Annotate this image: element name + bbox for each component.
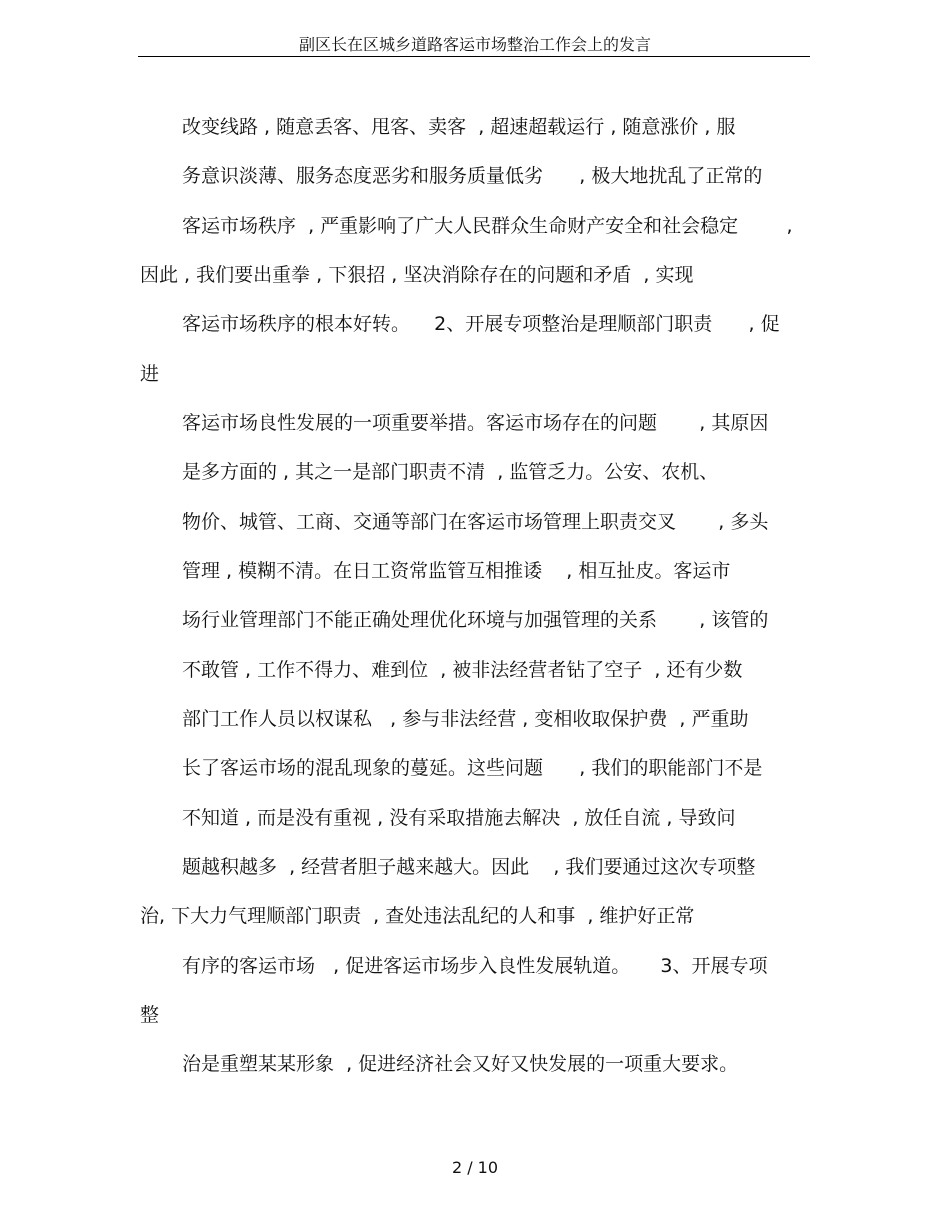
text-line: 物价、城管、工商、交通等部门在客运市场管理上职责交叉 , 多头 (182, 511, 769, 533)
text-line: 长了客运市场的混乱现象的蔓延。这些问题 , 我们的职能部门不是 (182, 757, 763, 779)
text-line: 治是重塑某某形象 , 促进经济社会又好又快发展的一项重大要求。 (182, 1053, 739, 1075)
text-line: 有序的客运市场 , 促进客运市场步入良性发展轨道。 3、开展专项 (182, 955, 768, 977)
text-line: 不敢管 , 工作不得力、难到位 , 被非法经营者钻了空子 , 还有少数 (182, 659, 743, 681)
document-header-title: 副区长在区城乡道路客运市场整治工作会上的发言 (298, 35, 651, 54)
text-line: 管理 , 模糊不清。在日工资常监管互相推诿 , 相互扯皮。客运市 (182, 560, 731, 582)
text-line: 场行业管理部门不能正确处理优化环境与加强管理的关系 , 该管的 (182, 609, 769, 631)
text-line: 不知道 , 而是没有重视 , 没有采取措施去解决 , 放任自流 , 导致问 (182, 807, 736, 829)
text-line: 整 (140, 1004, 160, 1026)
text-line: 务意识淡薄、服务态度恶劣和服务质量低劣 , 极大地扰乱了正常的 (182, 165, 763, 187)
text-line: 治, 下大力气理顺部门职责 , 查处违法乱纪的人和事 , 维护好正常 (140, 905, 695, 927)
text-line: 客运市场秩序 , 严重影响了广大人民群众生命财产安全和社会稳定 , (182, 215, 793, 237)
text-line: 题越积越多 , 经营者胆子越来越大。因此 , 我们要通过这次专项整 (182, 856, 756, 878)
text-line: 进 (140, 363, 160, 385)
page-number: 2 / 10 (451, 1158, 499, 1177)
text-line: 客运市场良性发展的一项重要举措。客运市场存在的问题 , 其原因 (182, 412, 769, 434)
text-line: 改变线路 , 随意丢客、甩客、卖客 , 超速超载运行 , 随意涨价 , 服 (182, 116, 736, 138)
text-line: 部门工作人员以权谋私 , 参与非法经营 , 变相收取保护费 , 严重助 (182, 708, 749, 730)
header-divider (138, 56, 810, 57)
text-line: 客运市场秩序的根本好转。 2、开展专项整治是理顺部门职责 , 促 (182, 313, 780, 335)
text-line: 因此 , 我们要出重拳 , 下狠招 , 坚决消除存在的问题和矛盾 , 实现 (140, 264, 694, 286)
text-line: 是多方面的 , 其之一是部门职责不清 , 监管乏力。公安、农机、 (182, 461, 719, 483)
